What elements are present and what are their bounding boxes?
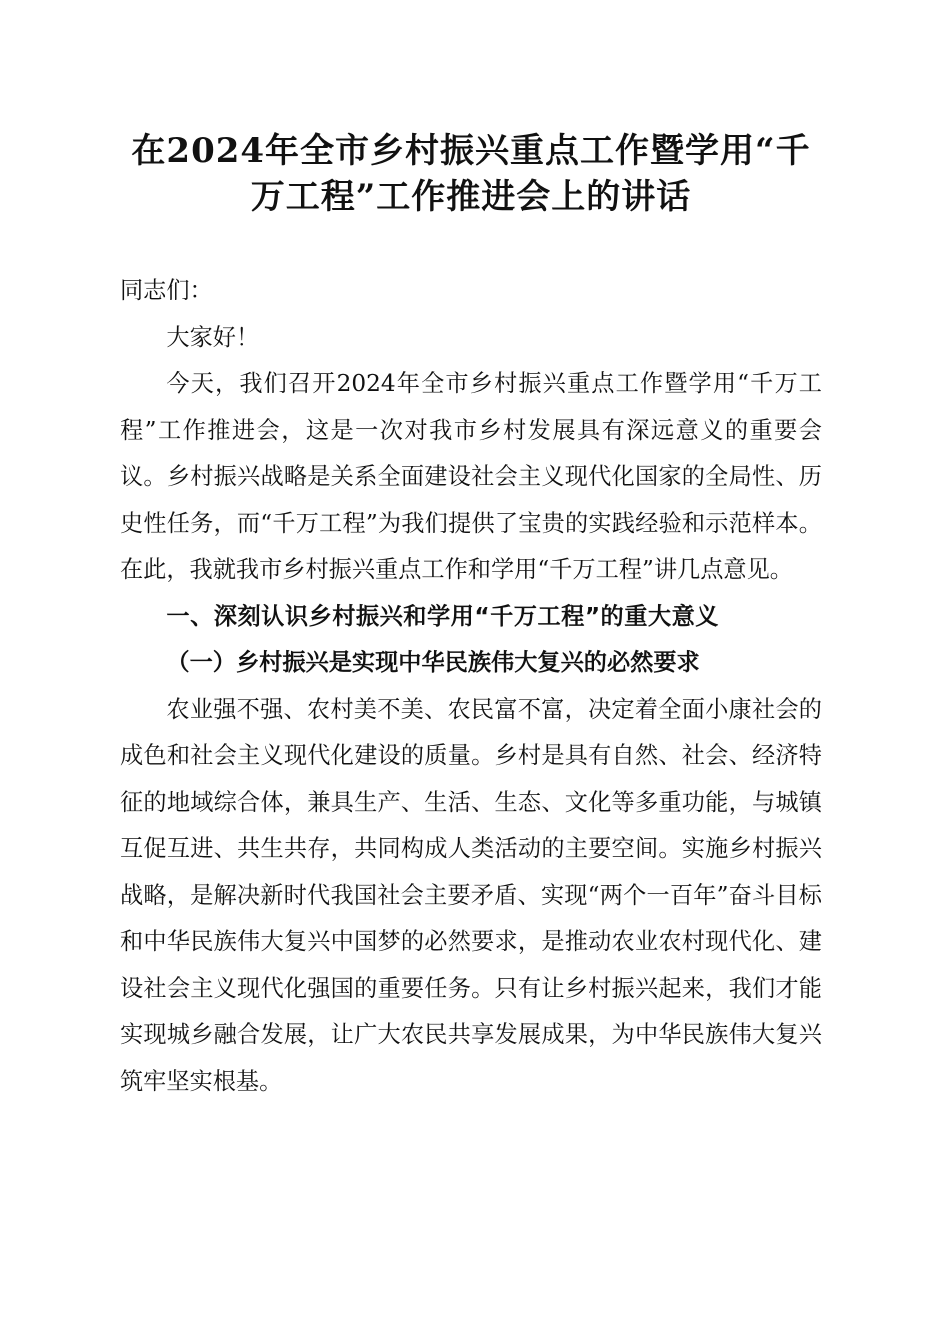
salutation: 同志们： xyxy=(120,277,213,304)
title-line-2: 万工程”工作推进会上的讲话 xyxy=(250,177,692,217)
subsection-1-heading: （一）乡村振兴是实现中华民族伟大复兴的必然要求 xyxy=(166,649,700,676)
subsection-1-paragraph: 农业强不强、农村美不美、农民富不富，决定着全面小康社会的成色和社会主义现代化建设的质量。乡村是具有自然、社会、经济特征的地域综合体，兼具生产、生活、生态、文化等多重功能，与城镇互促互进、共生共存，共同构成人类活动的主要空间。实施乡村振兴战略，是解决新时代我国社会主要矛盾、实现“两个一百年”奋斗目标和中华民族伟大复兴中国梦的必然要求，是推动农业农村现代化、建设社会主义现代化强国的重要任务。只有让乡村振兴起来，我们才能实现城乡融合发展，让广大农民共享发展成果，为中华民族伟大复兴筑牢坚实根基。 xyxy=(120,695,822,1095)
document-title xyxy=(120,128,822,220)
section-1-heading: 一、深刻认识乡村振兴和学用“千万工程”的重大意义 xyxy=(166,602,719,630)
document-page xyxy=(120,128,822,1105)
document-body xyxy=(120,268,822,1105)
greeting: 大家好！ xyxy=(166,323,260,351)
title-line-1: 在2024年全市乡村振兴重点工作暨学用“千 xyxy=(131,131,811,171)
intro-paragraph: 今天，我们召开2024年全市乡村振兴重点工作暨学用“千万工程”工作推进会，这是一次对我市乡村发展具有深远意义的重要会议。乡村振兴战略是关系全面建设社会主义现代化国家的全局性、历史性任务，而“千万工程”为我们提供了宝贵的实践经验和示范样本。在此，我就我市乡村振兴重点工作和学用“千万工程”讲几点意见。 xyxy=(120,370,822,583)
